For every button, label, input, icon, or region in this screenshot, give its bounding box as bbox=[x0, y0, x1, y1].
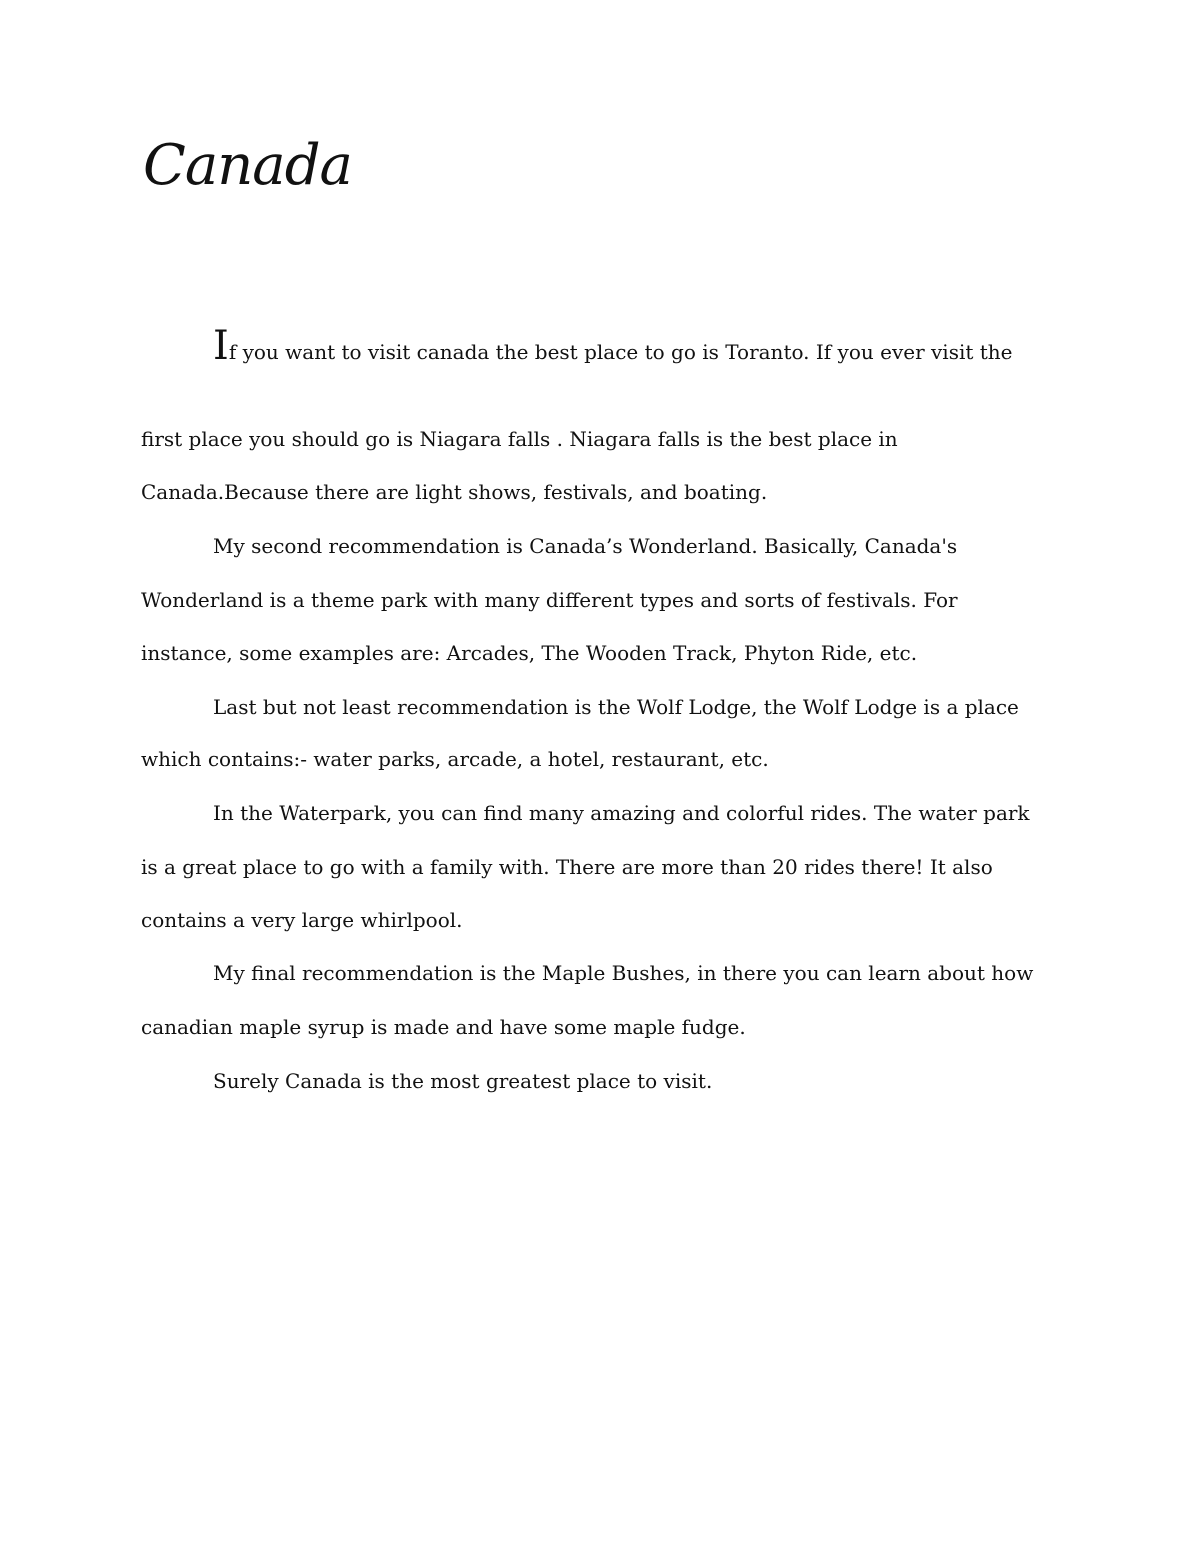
paragraph-2-line-3: instance, some examples are: Arcades, The Wooden Track, Phyton Ride, etc. bbox=[141, 641, 918, 665]
paragraph-3-line-2: which contains:- water parks, arcade, a hotel, restaurant, etc. bbox=[141, 747, 769, 771]
paragraph-1-line-1: If you want to visit canada the best place to go is Toranto. If you ever visit the bbox=[213, 323, 1013, 369]
paragraph-3-line-1: Last but not least recommendation is the Wolf Lodge, the Wolf Lodge is a place bbox=[213, 695, 1019, 719]
page-title: Canada bbox=[143, 133, 352, 198]
paragraph-2-line-1: My second recommendation is Canada’s Wonderland. Basically, Canada's bbox=[213, 534, 958, 558]
paragraph-4-line-3: contains a very large whirlpool. bbox=[141, 908, 463, 932]
paragraph-6-line-1: Surely Canada is the most greatest place to visit. bbox=[213, 1069, 713, 1093]
paragraph-5-line-1: My final recommendation is the Maple Bushes, in there you can learn about how bbox=[213, 961, 1034, 985]
drop-cap: I bbox=[213, 323, 229, 369]
paragraph-2-line-2: Wonderland is a theme park with many different types and sorts of festivals. For bbox=[141, 588, 958, 612]
paragraph-5-line-2: canadian maple syrup is made and have some maple fudge. bbox=[141, 1015, 746, 1039]
paragraph-4-line-1: In the Waterpark, you can find many amazing and colorful rides. The water park bbox=[213, 801, 1030, 825]
paragraph-1-line-2: first place you should go is Niagara falls . Niagara falls is the best place in bbox=[141, 427, 898, 451]
paragraph-1-line-3: Canada.Because there are light shows, festivals, and boating. bbox=[141, 480, 768, 504]
paragraph-4-line-2: is a great place to go with a family with. There are more than 20 rides there! It also bbox=[141, 855, 993, 879]
